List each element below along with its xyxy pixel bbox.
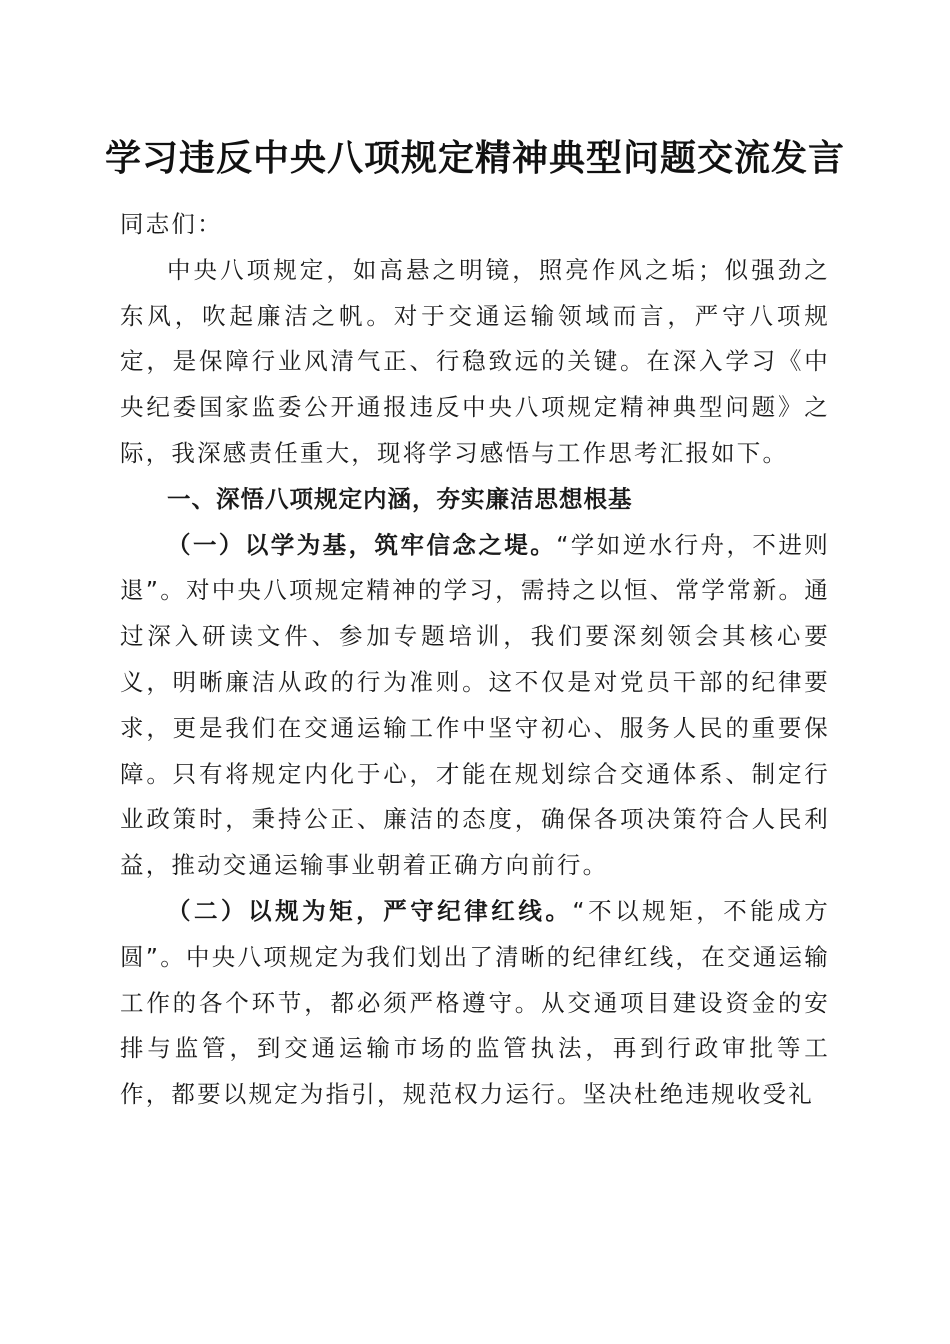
subsection-heading-2: （二）以规为矩，严守纪律红线。 bbox=[167, 896, 573, 925]
subsection-text-2: “不以规矩，不能成方圆”。中央八项规定为我们划出了清晰的纪律红线，在交通运输工作的各个环节，都必须严格遵守。从交通项目建设资金的安排与监管，到交通运输市场的监管执法，再到行政审批等工作，都要以规定为指引，规范权力运行。坚决杜绝违规收受礼 bbox=[120, 896, 830, 1109]
subsection-heading-1: （一）以学为基，筑牢信念之堤。 bbox=[167, 530, 557, 559]
section-heading: 一、深悟八项规定内涵，夯实廉洁思想根基 bbox=[167, 484, 633, 513]
document-body bbox=[120, 202, 830, 1118]
intro-paragraph: 中央八项规定，如高悬之明镜，照亮作风之垢；似强劲之东风，吹起廉洁之帆。对于交通运输领域而言，严守八项规定，是保障行业风清气正、行稳致远的关键。在深入学习《中央纪委国家监委公开通报违反中央八项规定精神典型问题》之际，我深感责任重大，现将学习感悟与工作思考汇报如下。 bbox=[120, 255, 830, 467]
subsection-paragraph-2 bbox=[120, 889, 830, 1118]
subsection-text-1: “学如逆水行舟，不进则退”。对中央八项规定精神的学习，需持之以恒、常学常新。通过深入研读文件、参加专题培训，我们要深刻领会其核心要义，明晰廉洁从政的行为准则。这不仅是对党员干部的纪律要求，更是我们在交通运输工作中坚守初心、服务人民的重要保障。只有将规定内化于心，才能在规划综合交通体系、制定行业政策时，秉持公正、廉洁的态度，确保各项决策符合人民利益，推动交通运输事业朝着正确方向前行。 bbox=[120, 530, 831, 880]
subsection-paragraph-1 bbox=[120, 523, 830, 889]
page-title: 学习违反中央八项规定精神典型问题交流发言 bbox=[104, 137, 845, 179]
salutation: 同志们： bbox=[120, 210, 223, 238]
